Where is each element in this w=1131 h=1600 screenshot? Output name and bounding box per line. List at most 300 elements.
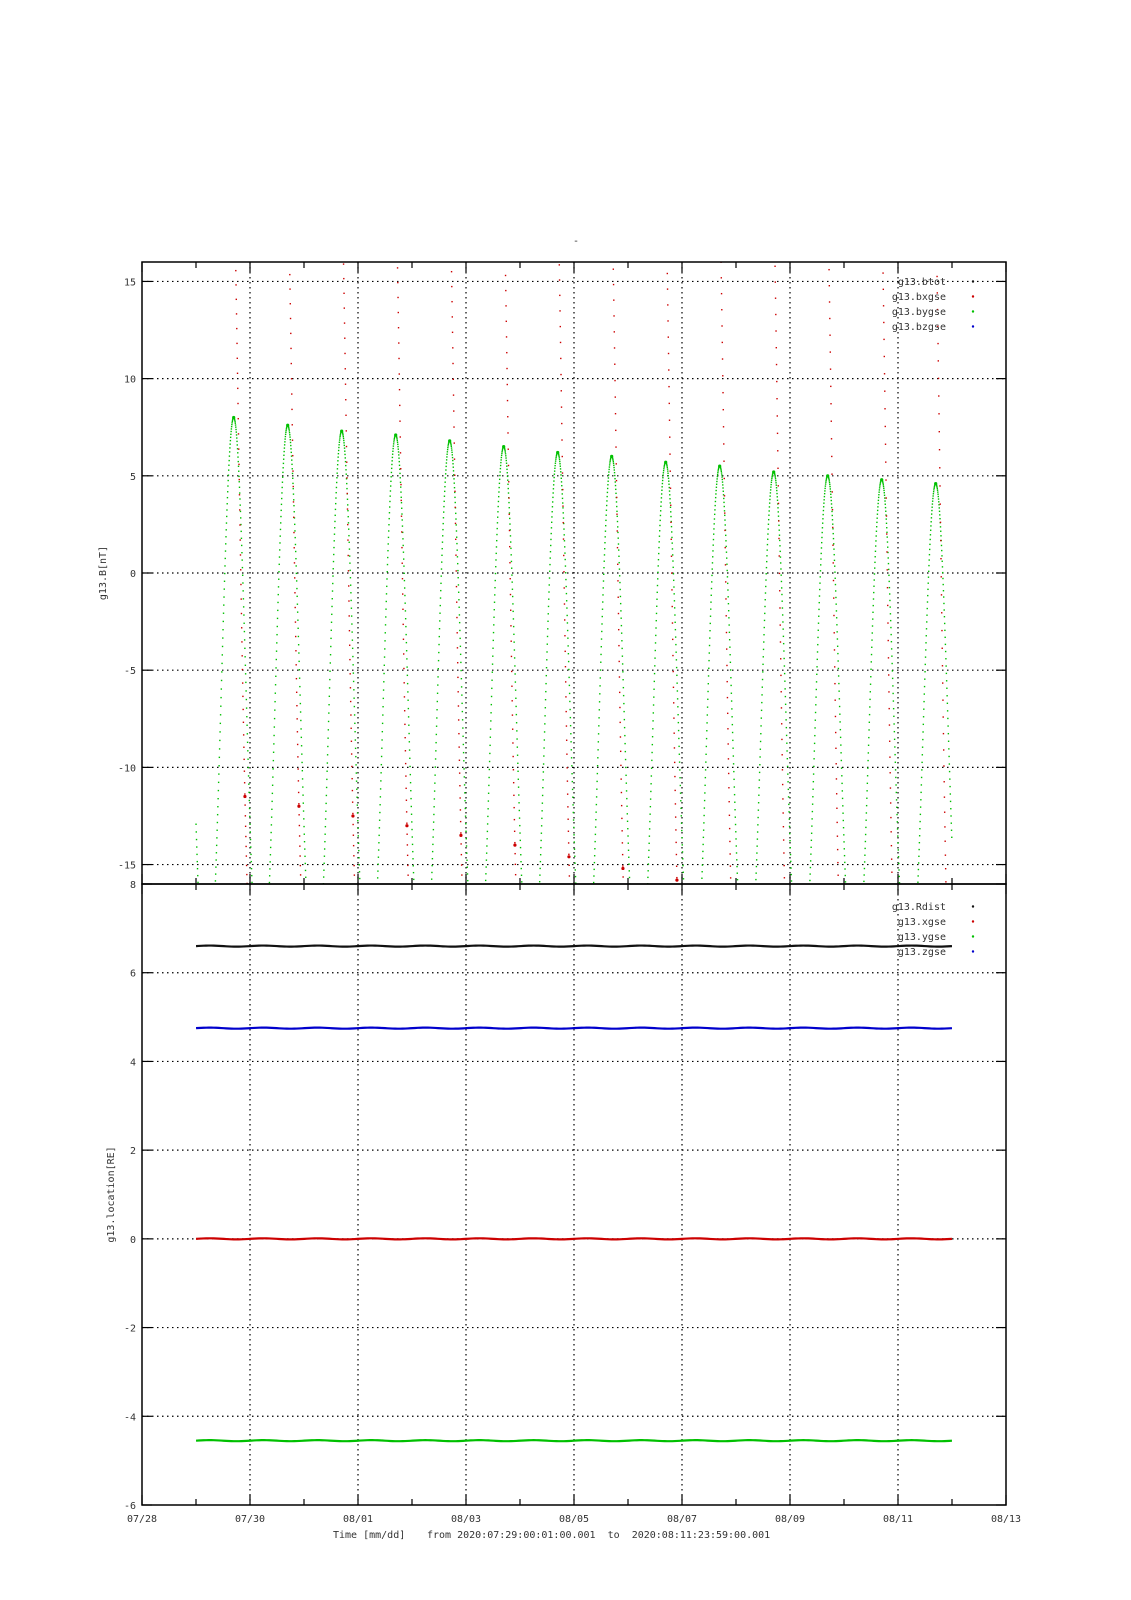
data-point [441,561,442,562]
data-point [242,575,243,576]
data-point [889,724,890,725]
data-point [815,720,816,721]
bxgse-trough [567,855,570,858]
data-point [833,538,834,539]
data-point [516,722,517,723]
data-point [564,635,565,636]
data-point [488,800,489,801]
data-point [842,813,843,814]
data-point [539,881,540,882]
data-point [733,771,734,772]
data-point [399,420,400,421]
data-point [920,799,921,800]
data-point [711,575,712,576]
data-point [240,584,241,585]
data-point [351,778,352,779]
data-point [944,826,945,827]
data-point [937,491,938,492]
data-point [617,580,618,581]
data-point [250,831,251,832]
data-point [942,561,943,562]
data-point [327,762,328,763]
data-point [493,632,494,633]
data-point [302,786,303,787]
data-point [293,501,294,502]
data-point [832,528,833,529]
data-point [411,829,412,830]
data-point [197,882,198,883]
data-point [551,516,552,517]
data-point [512,596,513,597]
data-point [729,853,730,854]
data-point [596,804,597,805]
data-point [563,571,564,572]
data-point [597,765,598,766]
data-point [891,872,892,873]
series-zgse [196,1028,952,1029]
data-point [596,796,597,797]
data-point [673,702,674,703]
data-point [765,579,766,580]
data-point [271,824,272,825]
data-point [627,835,628,836]
data-point [663,470,664,471]
data-point [560,358,561,359]
data-point [923,708,924,709]
data-point [777,500,778,501]
data-point [726,546,727,547]
data-point [625,775,626,776]
y-tick-label: 6 [129,968,136,980]
data-point [674,600,675,601]
data-point [439,636,440,637]
data-point [889,772,890,773]
data-point [832,545,833,546]
data-point [939,467,940,468]
data-point [350,592,351,593]
data-point [398,451,399,452]
data-point [239,509,240,510]
data-point [948,733,949,734]
data-point [776,381,777,382]
data-point [710,601,711,602]
data-point [815,704,816,705]
data-point [619,589,620,590]
data-point [508,502,509,503]
data-point [729,639,730,640]
data-point [487,808,488,809]
data-point [342,433,343,434]
data-point [230,440,231,441]
data-point [762,686,763,687]
legend-marker [972,325,974,327]
data-point [460,809,461,810]
data-point [929,539,930,540]
data-point [775,476,776,477]
data-point [512,589,513,590]
data-point [606,500,607,501]
data-point [775,298,776,299]
data-point [669,403,670,404]
data-point [390,485,391,486]
data-point [767,544,768,545]
data-point [443,523,444,524]
data-point [490,728,491,729]
data-point [348,555,349,556]
data-point [561,439,562,440]
bxgse-trough [729,890,732,893]
data-point [345,457,346,458]
data-point [918,869,919,870]
data-point [279,556,280,557]
data-point [451,301,452,302]
data-point [227,497,228,498]
data-point [405,626,406,627]
data-point [940,540,941,541]
data-point [727,681,728,682]
data-point [660,506,661,507]
data-point [781,581,782,582]
data-point [561,423,562,424]
data-point [221,671,222,672]
data-point [344,447,345,448]
data-point [680,800,681,801]
data-point [235,422,236,423]
data-point [554,474,555,475]
data-point [716,484,717,485]
data-point [495,580,496,581]
data-point [513,641,514,642]
data-point [575,869,576,870]
data-point [672,622,673,623]
data-point [886,497,887,498]
data-point [845,881,846,882]
data-point [605,536,606,537]
data-point [928,582,929,583]
data-point [829,482,830,483]
data-point [409,749,410,750]
data-point [304,856,305,857]
data-point [931,517,932,518]
data-point [296,718,297,719]
data-point [400,477,401,478]
extrema-points [232,416,948,934]
data-point [932,495,933,496]
data-point [594,862,595,863]
data-point [450,444,451,445]
data-point [332,590,333,591]
data-point [604,548,605,549]
data-point [513,626,514,627]
data-point [787,766,788,767]
data-point [348,528,349,529]
data-point [237,456,238,457]
data-point [933,491,934,492]
data-point [663,468,664,469]
data-point [930,534,931,535]
data-point [225,550,226,551]
data-point [836,808,837,809]
data-point [821,532,822,533]
data-point [832,519,833,520]
data-point [675,816,676,817]
data-point [763,649,764,650]
data-point [514,657,515,658]
data-point [496,534,497,535]
bottom-legend [892,902,974,958]
data-point [299,845,300,846]
data-point [437,701,438,702]
data-point [507,476,508,477]
data-point [572,789,573,790]
bygse-peak [772,470,775,473]
data-point [510,535,511,536]
data-point [552,497,553,498]
data-point [884,497,885,498]
data-point [565,651,566,652]
data-point [461,864,462,865]
data-point [378,835,379,836]
data-point [272,793,273,794]
data-point [406,642,407,643]
data-point [505,451,506,452]
data-point [782,628,783,629]
data-point [438,660,439,661]
data-point [398,312,399,313]
data-point [440,583,441,584]
data-point [387,550,388,551]
data-point [544,731,545,732]
data-point [675,803,676,804]
data-point [329,696,330,697]
data-point [938,360,939,361]
data-point [509,514,510,515]
data-point [453,379,454,380]
data-point [929,549,930,550]
data-point [398,448,399,449]
data-point [451,286,452,287]
bygse-peak [232,416,235,419]
data-point [245,673,246,674]
data-point [615,446,616,447]
data-point [283,455,284,456]
data-point [328,721,329,722]
data-point [513,769,514,770]
data-point [672,606,673,607]
data-point [507,472,508,473]
data-point [945,644,946,645]
data-point [393,439,394,440]
data-point [568,669,569,670]
data-point [561,481,562,482]
data-point [921,762,922,763]
data-point [670,507,671,508]
data-point [673,732,674,733]
data-point [269,875,270,876]
data-point [220,714,221,715]
data-point [304,834,305,835]
data-point [837,862,838,863]
data-point [728,603,729,604]
data-point [767,533,768,534]
data-point [670,502,671,503]
data-point [334,540,335,541]
data-point [566,615,567,616]
data-point [667,304,668,305]
data-point [885,504,886,505]
data-point [819,582,820,583]
data-point [217,822,218,823]
data-point [840,744,841,745]
data-point [822,522,823,523]
data-point [455,507,456,508]
data-point [891,663,892,664]
data-point [546,659,547,660]
bxgse-trough [405,824,408,827]
data-point [273,752,274,753]
data-point [238,471,239,472]
data-point [276,650,277,651]
data-point [298,792,299,793]
data-point [831,456,832,457]
data-point [776,487,777,488]
y-tick-label: -10 [117,763,136,775]
data-point [896,799,897,800]
data-point [275,684,276,685]
data-point [559,264,560,265]
data-point [888,569,889,570]
data-point [235,429,236,430]
data-point [404,710,405,711]
data-point [888,657,889,658]
data-point [236,434,237,435]
time-range-label: from 2020:07:29:00:01:00.001 to 2020:08:11:23:59:00.001 [427,1530,771,1541]
data-point [485,873,486,874]
data-point [406,658,407,659]
data-point [358,857,359,858]
data-point [300,865,301,866]
data-point [564,546,565,547]
data-point [285,432,286,433]
data-point [868,745,869,746]
data-point [836,631,837,632]
data-point [329,679,330,680]
data-point [392,448,393,449]
data-point [460,646,461,647]
data-point [289,430,290,431]
data-point [283,451,284,452]
data-point [324,848,325,849]
data-point [657,578,658,579]
data-point [625,767,626,768]
data-point [456,601,457,602]
data-point [548,591,549,592]
data-point [567,630,568,631]
data-point [775,281,776,282]
data-point [839,698,840,699]
data-point [437,684,438,685]
data-point [869,706,870,707]
data-point [455,539,456,540]
data-point [436,717,437,718]
data-point [729,646,730,647]
data-point [712,550,713,551]
data-point [553,477,554,478]
data-point [941,612,942,613]
data-point [621,818,622,819]
data-point [544,739,545,740]
data-point [831,503,832,504]
data-point [830,403,831,404]
data-point [921,784,922,785]
data-point [355,748,356,749]
data-point [790,854,791,855]
data-point [946,680,947,681]
data-point [323,863,324,864]
data-point [567,637,568,638]
data-point [628,850,629,851]
data-point [936,260,937,261]
data-point [649,813,650,814]
data-point [490,720,491,721]
data-point [285,434,286,435]
data-point [674,762,675,763]
data-point [540,861,541,862]
data-point [497,506,498,507]
data-point [349,542,350,543]
data-point [552,506,553,507]
data-point [244,793,245,794]
data-point [571,765,572,766]
data-point [444,491,445,492]
data-point [656,606,657,607]
data-point [464,792,465,793]
data-point [866,790,867,791]
data-point [620,617,621,618]
data-point [569,685,570,686]
data-point [766,567,767,568]
data-point [243,759,244,760]
data-point [434,774,435,775]
data-point [657,592,658,593]
data-point [942,566,943,567]
data-point [839,706,840,707]
data-point [883,305,884,306]
data-point [215,880,216,881]
data-point [350,600,351,601]
data-point [355,764,356,765]
data-point [679,769,680,770]
bygse-peak [286,424,289,427]
data-point [618,629,619,630]
data-point [566,753,567,754]
data-point [624,727,625,728]
data-point [865,834,866,835]
data-point [879,487,880,488]
data-point [940,535,941,536]
data-point [728,801,729,802]
data-point [786,735,787,736]
data-point [569,693,570,694]
data-point [508,488,509,489]
data-point [898,849,899,850]
data-point [409,741,410,742]
data-point [725,547,726,548]
data-point [891,655,892,656]
data-point [948,748,949,749]
data-point [282,467,283,468]
data-point [816,674,817,675]
